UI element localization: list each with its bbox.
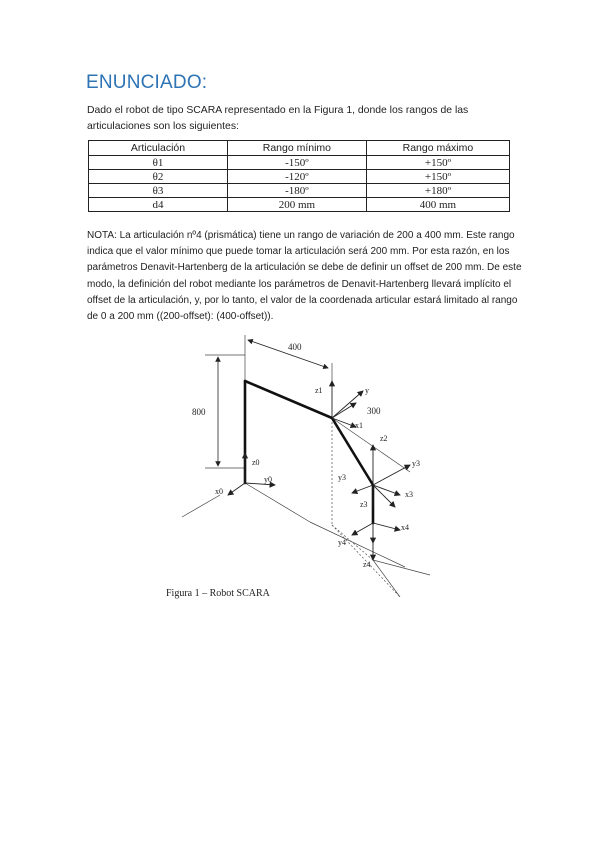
joint-min: -180º [227,184,366,198]
joint-name: θ3 [89,184,228,198]
label-y3: y3 [412,459,420,468]
joint-name: d4 [89,198,228,212]
dimension-label-800: 800 [192,407,206,417]
label-x0: x0 [215,487,223,496]
label-y2: y3 [338,473,346,482]
label-x1: x1 [355,421,363,430]
figure-caption: Figura 1 – Robot SCARA [166,588,270,599]
joint-max: 400 mm [366,198,509,212]
header-rango-minimo: Rango mínimo [227,141,366,156]
joint-max: +150º [366,156,509,170]
joint-min: -150º [227,156,366,170]
joint-ranges-table [88,140,510,212]
label-z3: z3 [360,500,368,509]
label-z2: z2 [380,434,388,443]
dimension-label-300: 300 [367,406,381,416]
label-z0: z0 [252,458,260,467]
label-y4: y4 [338,538,346,547]
table-row [89,170,510,184]
label-z4: z4 [363,560,371,569]
joint-name: θ1 [89,156,228,170]
dimension-label-400: 400 [288,342,302,352]
nota-paragraph: NOTA: La articulación nº4 (prismática) tiene un rango de variación de 200 a 400 mm. Este rango indica que el valor mínimo que puede tomar la articulación será 200 mm. Por esta razón, en los parámetros Denavit-Hartenberg de la articulación se debe de definir un offset de 200 mm. De este modo, la definición del robot mediante los parámetros de Denavit-Hartenberg llevará implícito el offset de la articulación, y, por lo tanto, el valor de la coordenada articular estará limitado al rango de 0 a 200 mm ((200-offset): (400-offset)). [87,230,522,323]
scara-robot-figure [160,335,450,605]
joint-name: θ2 [89,170,228,184]
table-header-row [89,141,510,156]
frame-axes [228,381,410,560]
table-row [89,156,510,170]
header-articulacion: Articulación [89,141,228,156]
intro-paragraph: Dado el robot de tipo SCARA representado en la Figura 1, donde los rangos de las articulaciones son los siguientes: [87,105,469,132]
label-y0: y0 [264,475,272,484]
joint-max: +180º [366,184,509,198]
joint-min: -120º [227,170,366,184]
header-rango-maximo: Rango máximo [366,141,509,156]
joint-max: +150º [366,170,509,184]
joint-min: 200 mm [227,198,366,212]
label-y1: y [365,386,369,395]
table-row [89,184,510,198]
table-row [89,198,510,212]
construction-lines [182,335,430,597]
label-x4: x4 [401,523,409,532]
robot-links [245,381,373,523]
label-z1: z1 [315,386,323,395]
heading-enunciado: ENUNCIADO: [86,72,208,93]
label-x3: x3 [405,490,413,499]
